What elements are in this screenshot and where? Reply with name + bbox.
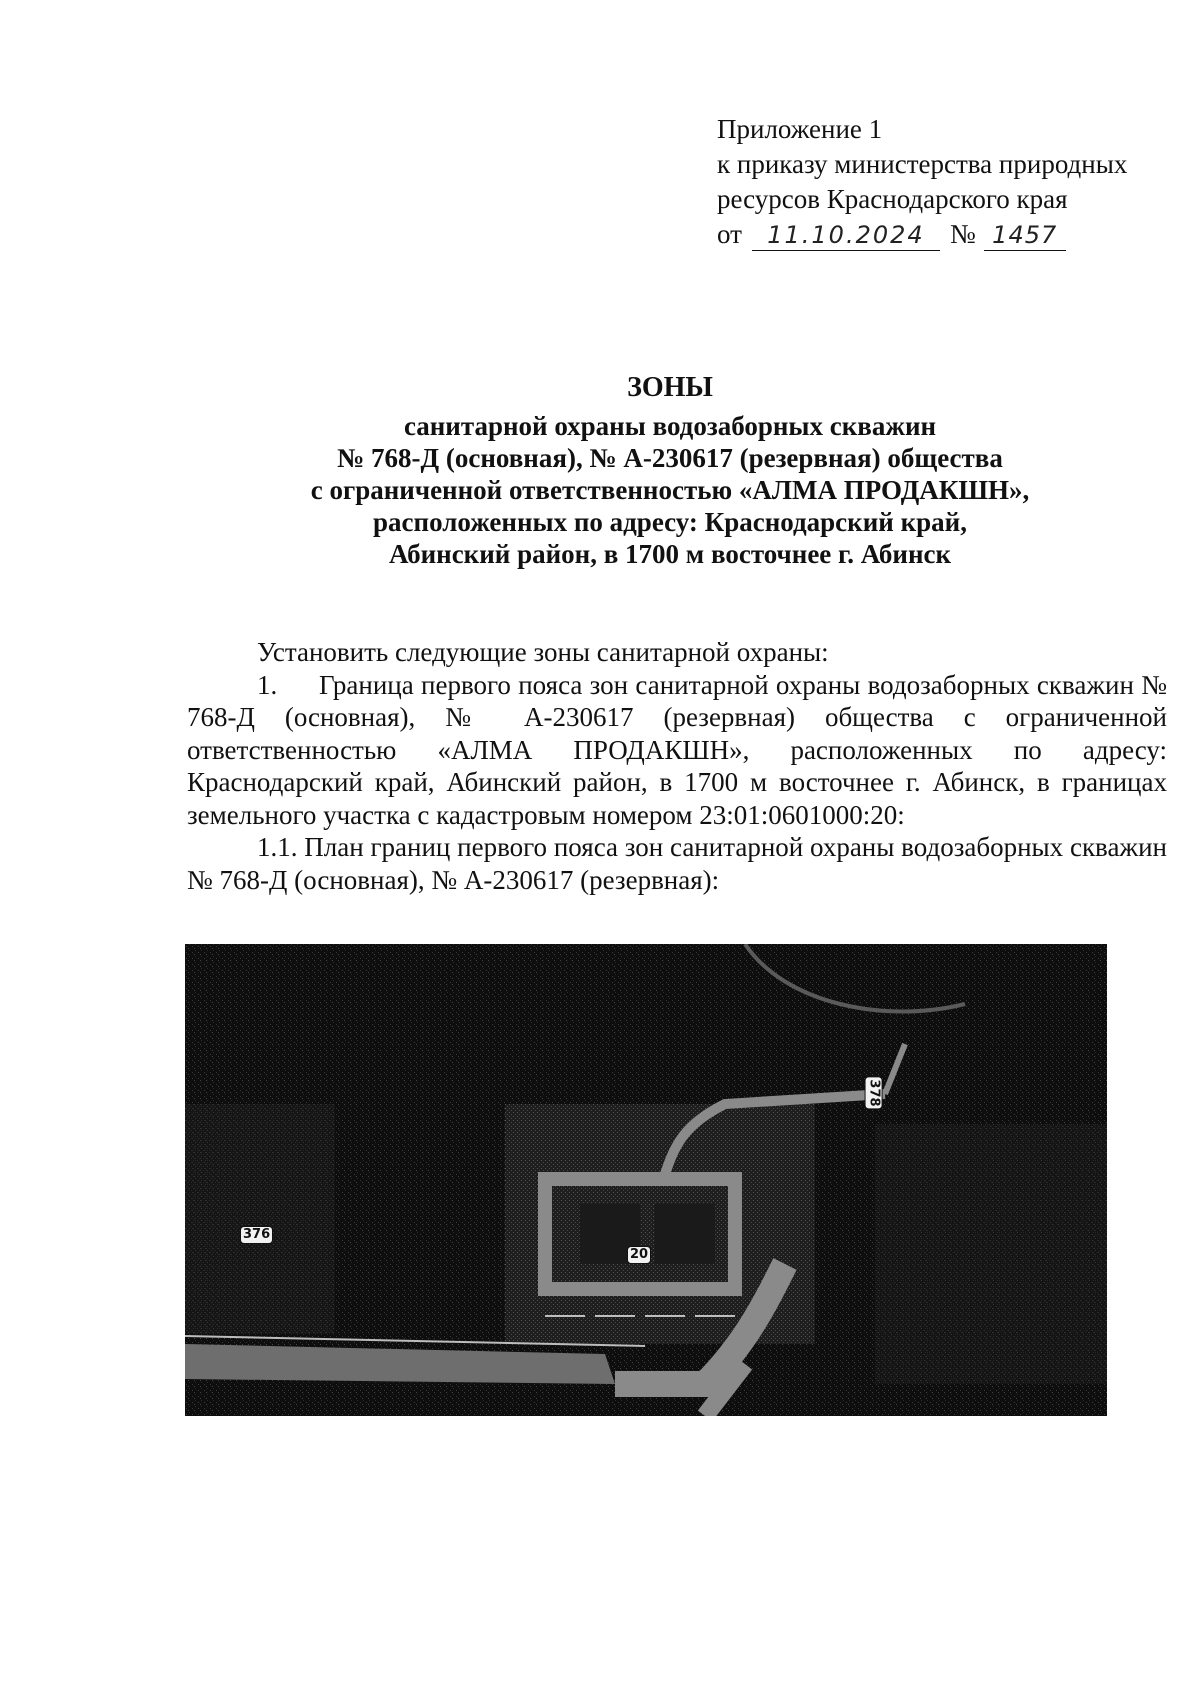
number-label: № [949,219,976,249]
map-label-20: 20 [627,1246,651,1264]
item-1-number: 1. [257,669,278,700]
map-label-378: 378 [865,1076,883,1109]
appendix-line-2: к приказу министерства природных [717,149,1128,179]
title-line-2: № 768-Д (основная), № А-230617 (резервная) общества [337,443,1003,473]
intro-paragraph: Установить следующие зоны санитарной охраны: [257,637,829,667]
appendix-date-number-line [717,217,1127,252]
item-1-text: Граница первого пояса зон санитарной охраны водозаборных скважин № 768-Д (основная), № А-230617 (резервная) общества с ограниченной ответственностью «АЛМА ПРОДАКШН», расположенных по адресу: Краснодарский край, Абинский район, в 1700 м восточнее г. Абинск, в границах земельного участка с кадастровым номером 23:01:0601000:20: [187,669,1167,830]
map-label-376: 376 [240,1226,273,1244]
title-heading: ЗОНЫ [627,372,713,403]
document-title [180,372,1160,570]
item-1-1-paragraph: 1.1. План границ первого пояса зон санитарной охраны водозаборных скважин № 768-Д (основная), № А-230617 (резервная): [187,832,1167,895]
appendix-header [717,112,1127,252]
handwritten-date: 11.10.2024 [752,222,940,251]
satellite-plan-graphic [185,944,1107,1416]
from-label: от [717,219,742,249]
appendix-line-3: ресурсов Краснодарского края [717,184,1068,214]
title-line-3: с ограниченной ответственностью «АЛМА ПРОДАКШН», [310,475,1030,505]
title-line-5: Абинский район, в 1700 м восточнее г. Абинск [388,539,952,569]
satellite-plan-image [185,944,1107,1416]
handwritten-number: 1457 [984,222,1066,251]
item-1-paragraph [187,669,1167,832]
title-line-1: санитарной охраны водозаборных скважин [403,411,937,441]
appendix-line-1: Приложение 1 [717,114,883,144]
title-line-4: расположенных по адресу: Краснодарский край, [373,507,967,537]
document-body [187,636,1167,896]
